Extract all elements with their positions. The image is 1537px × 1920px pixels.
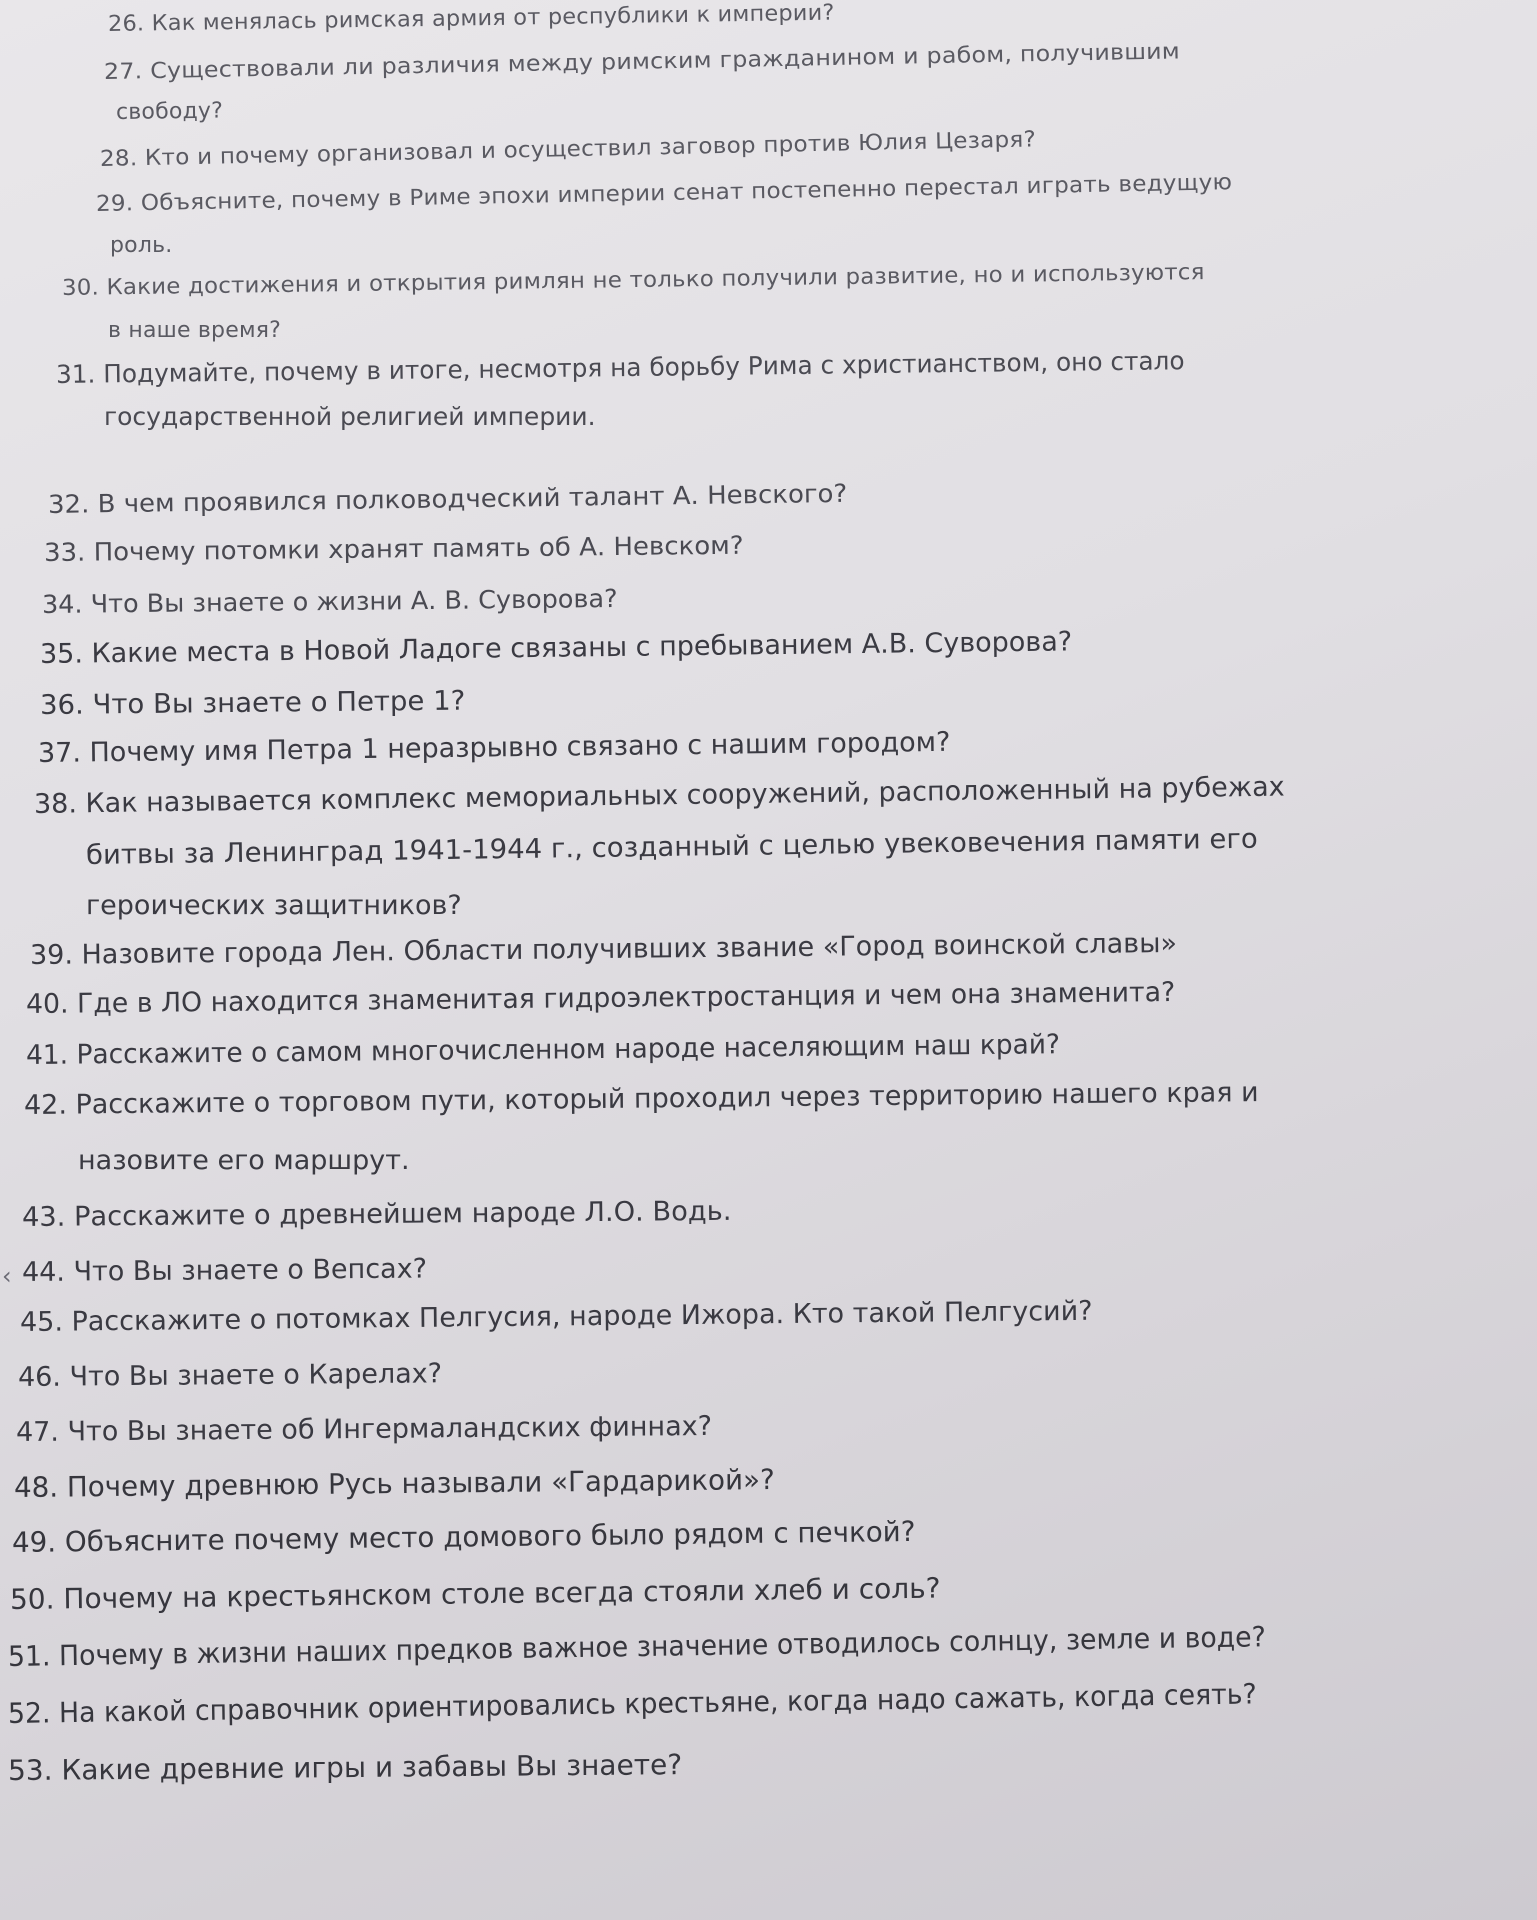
- question-36: 36. Что Вы знаете о Петре 1?: [39, 685, 466, 721]
- question-35: 35. Какие места в Новой Ладоге связаны с пребыванием А.В. Суворова?: [39, 626, 1073, 670]
- question-28: 28. Кто и почему организовал и осуществил заговор против Юлия Цезаря?: [99, 127, 1037, 172]
- question-29: 29. Объясните, почему в Риме эпохи империи сенат постепенно перестал играть ведущую: [95, 170, 1233, 217]
- question-42: 42. Расскажите о торговом пути, который проходил через территорию нашего края и: [23, 1077, 1259, 1121]
- question-34: 34. Что Вы знаете о жизни А. В. Суворова?: [41, 583, 618, 619]
- question-47: 47. Что Вы знаете об Ингермаландских финнах?: [15, 1410, 713, 1448]
- question-27-continuation: свободу?: [115, 98, 224, 125]
- question-51: 51. Почему в жизни наших предков важное значение отводилось солнцу, земле и воде?: [7, 1620, 1267, 1673]
- question-44: 44. Что Вы знаете о Вепсах?: [21, 1253, 428, 1288]
- question-38-continuation-1: битвы за Ленинград 1941-1944 г., созданный с целью увековечения памяти его: [85, 823, 1258, 871]
- question-33: 33. Почему потомки хранят память об А. Невском?: [43, 530, 744, 567]
- question-37: 37. Почему имя Петра 1 неразрывно связано с нашим городом?: [37, 726, 951, 769]
- question-26: 26. Как менялась римская армия от республики к империи?: [107, 0, 835, 37]
- question-32: 32. В чем проявился полководческий талант А. Невского?: [47, 478, 848, 519]
- question-42-continuation: назовите его маршрут.: [78, 1145, 410, 1176]
- question-30: 30. Какие достижения и открытия римлян не только получили развитие, но и используются: [61, 260, 1205, 301]
- question-52: 52. На какой справочник ориентировались крестьяне, когда надо сажать, когда сеять?: [7, 1677, 1257, 1730]
- question-53: 53. Какие древние игры и забавы Вы знаете?: [7, 1748, 683, 1787]
- pen-mark-icon: ‹: [2, 1262, 12, 1290]
- question-48: 48. Почему древнюю Русь называли «Гардарикой»?: [13, 1463, 775, 1504]
- question-39: 39. Назовите города Лен. Области получивших звание «Город воинской славы»: [29, 927, 1178, 971]
- question-40: 40. Где в ЛО находится знаменитая гидроэлектростанция и чем она знаменита?: [25, 976, 1176, 1020]
- question-43: 43. Расскажите о древнейшем народе Л.О. Водь.: [21, 1195, 732, 1233]
- question-29-continuation: роль.: [110, 233, 173, 258]
- question-41: 41. Расскажите о самом многочисленном народе населяющим наш край?: [25, 1029, 1061, 1071]
- question-46: 46. Что Вы знаете о Карелах?: [17, 1358, 443, 1393]
- question-27: 27. Существовали ли различия между римским гражданином и рабом, получившим: [103, 39, 1181, 85]
- question-30-continuation: в наше время?: [108, 318, 282, 343]
- question-45: 45. Расскажите о потомках Пелгусия, народе Ижора. Кто такой Пелгусий?: [19, 1295, 1093, 1338]
- question-38: 38. Как называется комплекс мемориальных сооружений, расположенный на рубежах: [33, 771, 1285, 820]
- question-31-continuation: государственной религией империи.: [104, 402, 596, 431]
- question-31: 31. Подумайте, почему в итоге, несмотря на борьбу Рима с христианством, оно стало: [55, 346, 1185, 389]
- question-38-continuation-2: героических защитников?: [86, 890, 462, 921]
- question-49: 49. Объясните почему место домового было рядом с печкой?: [11, 1514, 916, 1559]
- question-50: 50. Почему на крестьянском столе всегда стояли хлеб и соль?: [9, 1571, 941, 1616]
